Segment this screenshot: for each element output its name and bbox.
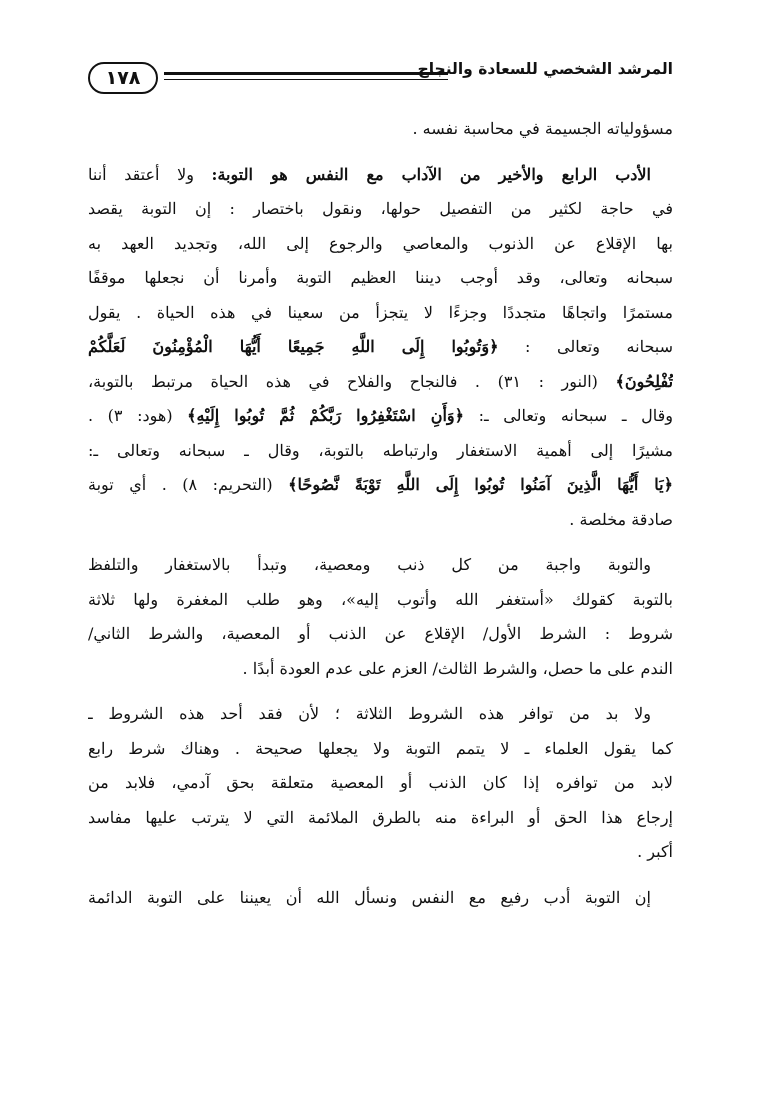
text-line: إن التوبة أدب رفيع مع النفس ونسأل الله أن يعيننا على التوبة الدائمة (88, 887, 651, 907)
header-rule-thin (164, 79, 448, 80)
text-line: إرجاع هذا الحق أو البراءة منه بالطرق الملائمة التي لا يترتب عليها مفاسد (88, 807, 673, 827)
text-line: وقال ـ سبحانه وتعالى ـ: ﴿وَأَنِ اسْتَغْفِرُوا رَبَّكُمْ ثُمَّ تُوبُوا إِلَيْهِ﴾ (هود: ٣) . (88, 406, 673, 425)
quran-verse: ﴿وَأَنِ اسْتَغْفِرُوا رَبَّكُمْ ثُمَّ تُوبُوا إِلَيْهِ﴾ (187, 406, 465, 425)
text-line: بالتوبة كقولك «أستغفر الله وأتوب إليه»، وهو طلب المغفرة ولها ثلاثة (88, 589, 673, 609)
text-line: شروط : الشرط الأول/ الإقلاع عن الذنب أو المعصية، والشرط الثاني/ (88, 624, 673, 643)
section-lead: الأدب الرابع والأخير من الآداب مع النفس هو التوبة: (211, 164, 651, 184)
text-line: الأدب الرابع والأخير من الآداب مع النفس هو التوبة: ولا أعتقد أننا (88, 164, 651, 184)
text-line: الندم على ما حصل، والشرط الثالث/ العزم على عدم العودة أبدًا . (242, 658, 673, 678)
text-line: مسؤولياته الجسيمة في محاسبة نفسه . (412, 119, 673, 138)
text-line: ﴿يَا أَيُّهَا الَّذِينَ آمَنُوا تُوبُوا إِلَى اللَّهِ تَوْبَةً نَّصُوحًا﴾ (التحريم: ٨) . أي توبة (88, 475, 673, 494)
page-number: ١٧٨ (88, 62, 158, 94)
text-line: كما يقول العلماء ـ لا يتمم التوبة ولا يجعلها صحيحة . وهناك شرط رابع (88, 738, 673, 758)
text-line: صادقة مخلصة . (569, 509, 673, 529)
text-line: والتوبة واجبة من كل ذنب ومعصية، وتبدأ بالاستغفار والتلفظ (88, 555, 651, 574)
page-header (88, 58, 673, 98)
running-title: المرشد الشخصي للسعادة والنجاح (417, 60, 673, 78)
text-line: أكبر . (637, 842, 673, 861)
text-line: تُفْلِحُونَ﴾ (النور : ٣١) . فالنجاح والفلاح في هذه الحياة مرتبط بالتوبة، (88, 371, 673, 391)
quran-verse: ﴿يَا أَيُّهَا الَّذِينَ آمَنُوا تُوبُوا إِلَى اللَّهِ تَوْبَةً نَّصُوحًا﴾ (288, 475, 673, 494)
quran-verse: ﴿وَتُوبُوا إِلَى اللَّهِ جَمِيعًا أَيُّهَا الْمُؤْمِنُونَ لَعَلَّكُمْ (88, 337, 499, 356)
text-line: ولا بد من توافر هذه الشروط الثلاثة ؛ لأن فقد أحد هذه الشروط ـ (88, 704, 651, 723)
header-rule-thick (164, 72, 448, 75)
text-line: لابد من توافره إذا كان الذنب أو المعصية متعلقة بحق آدمي، فلابد من (88, 773, 673, 792)
body-text (88, 112, 673, 915)
text-line: مشيرًا إلى أهمية الاستغفار وارتباطه بالتوبة، وقال ـ سبحانه وتعالى ـ: (88, 440, 673, 460)
text-line: بها الإقلاع عن الذنوب والمعاصي والرجوع إلى الله، وتجديد العهد به (88, 233, 673, 253)
text-line: سبحانه وتعالى : ﴿وَتُوبُوا إِلَى اللَّهِ جَمِيعًا أَيُّهَا الْمُؤْمِنُونَ لَعَلَّكُمْ (88, 337, 673, 356)
text-line: مستمرًا واتجاهًا متجددًا وجزءًا لا يتجزأ من سعينا في هذه الحياة . يقول (88, 302, 673, 322)
text-line: سبحانه وتعالى، وقد أوجب ديننا العظيم التوبة وأمرنا أن نجعلها موقفًا (88, 268, 673, 287)
text-line: في حاجة لكثير من التفصيل حولها، ونقول باختصار : إن التوبة يقصد (88, 199, 673, 218)
quran-verse: تُفْلِحُونَ﴾ (615, 371, 673, 391)
